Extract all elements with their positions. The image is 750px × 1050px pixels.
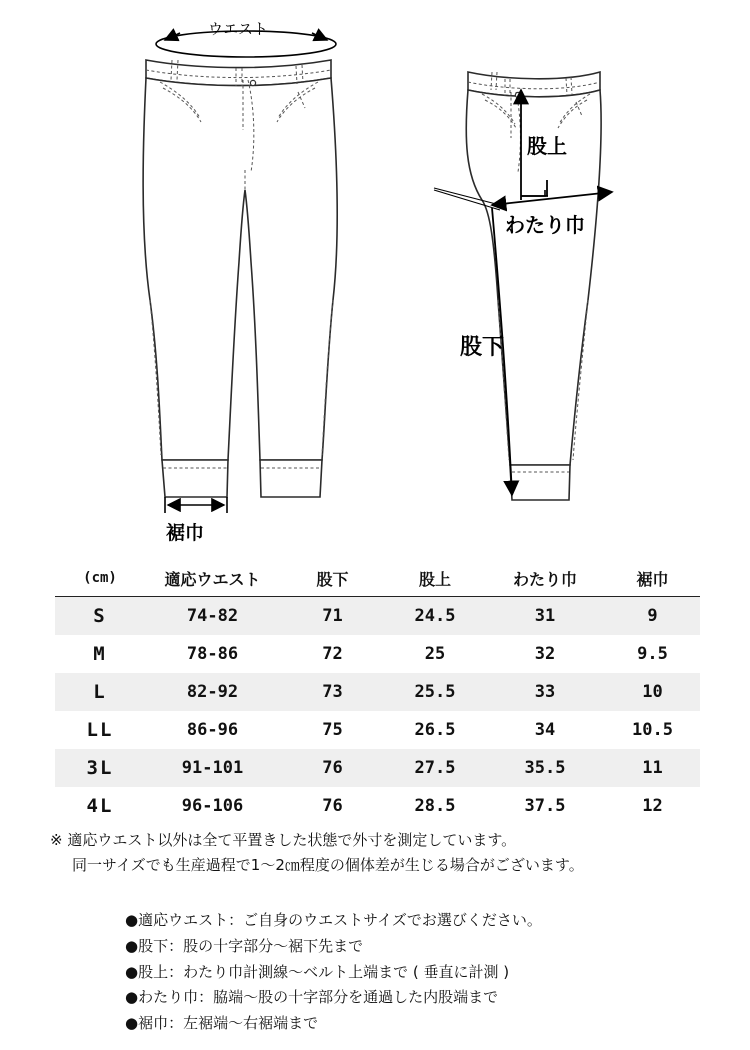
cell-hem: 9.5	[637, 644, 668, 664]
note-line-2: 同一サイズでも生産過程で1〜2㎝程度の個体差が生じる場合がございます。	[72, 855, 584, 874]
cell-waist: 91-101	[181, 758, 244, 778]
cell-hem: 11	[642, 758, 663, 778]
table-row	[55, 597, 700, 636]
cell-waist: 86-96	[186, 720, 239, 740]
cell-size: L	[93, 681, 107, 703]
cell-rise: 25	[424, 644, 446, 664]
cell-inseam: 72	[322, 644, 343, 664]
cell-size: S	[93, 605, 107, 627]
cell-inseam: 76	[322, 796, 343, 816]
column-header-waist: 適応ウエスト	[164, 569, 261, 589]
cell-hem: 12	[642, 796, 663, 816]
cell-thigh: 37.5	[524, 796, 566, 816]
column-header-hem: 裾巾	[636, 569, 669, 589]
cell-waist: 74-82	[186, 606, 239, 626]
definition-item: ●わたり巾：脇端〜股の十字部分を通過した内股端まで	[125, 988, 499, 1007]
column-header-unit: (cm)	[83, 570, 117, 586]
cell-thigh: 32	[534, 644, 556, 664]
measurement-definitions	[125, 908, 725, 1037]
thigh-width-label: わたり巾	[505, 213, 585, 237]
definition-item: ●股上：わたり巾計測線〜ベルト上端まで ( 垂直に計測 )	[125, 962, 510, 981]
table-header-row	[55, 560, 700, 597]
cell-rise: 28.5	[414, 796, 456, 816]
cell-inseam: 73	[322, 682, 343, 702]
cell-size: M	[93, 643, 107, 665]
cell-inseam: 75	[322, 720, 343, 740]
cell-thigh: 35.5	[524, 758, 566, 778]
cell-hem: 10.5	[632, 720, 673, 740]
measurement-notes	[50, 828, 710, 878]
front-button	[250, 80, 255, 85]
rise-label: 股上	[527, 134, 567, 158]
cell-size: 4L	[86, 795, 114, 817]
note-line-1: ※ 適応ウエスト以外は全て平置きした状態で外寸を測定しています。	[50, 831, 517, 849]
column-header-rise: 股上	[418, 569, 451, 589]
cell-waist: 82-92	[186, 682, 239, 702]
waist-label: ウエスト	[208, 20, 269, 38]
definition-item: ●裾巾：左裾端〜右裾端まで	[125, 1014, 319, 1033]
cell-size: LL	[86, 719, 114, 741]
cell-waist: 96-106	[181, 796, 244, 816]
cell-hem: 9	[647, 606, 658, 626]
size-table	[55, 560, 700, 825]
cell-rise: 27.5	[414, 758, 456, 778]
column-header-thigh: わたり巾	[512, 569, 577, 589]
cell-inseam: 71	[322, 606, 343, 626]
cell-rise: 25.5	[414, 682, 456, 702]
cell-waist: 78-86	[186, 644, 239, 664]
table-row	[55, 749, 700, 787]
hem-width-measure-line	[165, 497, 227, 513]
table-row	[55, 635, 700, 673]
cell-size: 3L	[86, 757, 114, 779]
cell-rise: 26.5	[414, 720, 456, 740]
definition-item: ●股下：股の十字部分〜裾下先まで	[125, 936, 364, 955]
inseam-label: 股下	[460, 335, 505, 360]
table-row	[55, 673, 700, 711]
cell-thigh: 34	[534, 720, 556, 740]
hem-width-label: 裾巾	[166, 522, 205, 544]
cell-thigh: 33	[534, 682, 556, 702]
side-button	[515, 92, 520, 97]
table-row	[55, 787, 700, 825]
column-header-inseam: 股下	[316, 569, 349, 589]
cell-hem: 10	[642, 682, 663, 702]
cell-thigh: 31	[534, 606, 556, 626]
definition-item: ●適応ウエスト：ご自身のウエストサイズでお選びください。	[125, 911, 542, 929]
cell-inseam: 76	[322, 758, 343, 778]
front-pants-outline	[143, 60, 337, 497]
table-row	[55, 711, 700, 749]
cell-rise: 24.5	[414, 606, 456, 626]
